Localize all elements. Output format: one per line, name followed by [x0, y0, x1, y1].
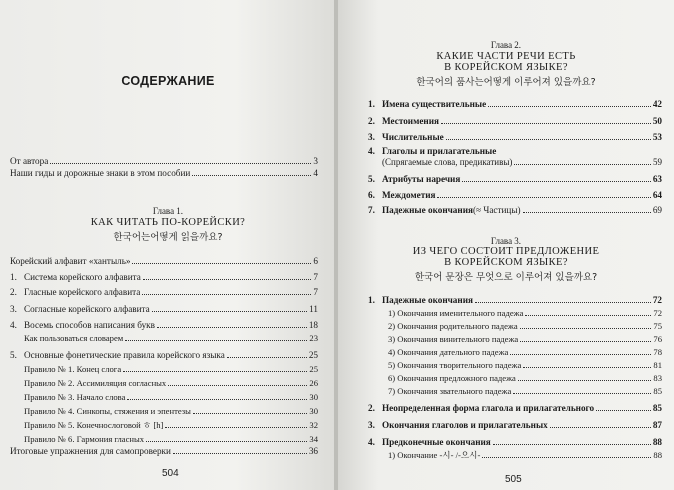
toc-subentry	[388, 334, 662, 345]
entry-page: 69	[652, 205, 662, 215]
leader-dots	[482, 457, 651, 458]
toc-entry	[368, 132, 662, 143]
entry-page: 72	[652, 295, 662, 305]
entry-number: 1.	[368, 99, 375, 109]
entry-title: Числительные	[382, 132, 444, 142]
entry-title: Правило № 6. Гармония гласных	[24, 434, 145, 444]
entry-page: 78	[653, 347, 662, 357]
entry-page: 4	[313, 168, 318, 178]
toc-entry	[10, 304, 318, 315]
entry-number: 2.	[10, 287, 17, 297]
leader-dots	[462, 181, 650, 182]
leader-dots	[513, 393, 651, 394]
entry-number: 3.	[368, 420, 375, 430]
leader-dots	[441, 123, 651, 124]
entry-subtitle: (Спрягаемые слова, предикативы)	[382, 157, 513, 167]
entry-title: Правило № 1. Конец слога	[24, 364, 122, 374]
entry-title: Итоговые упражнения для самопроверки	[10, 446, 171, 456]
entry-page: 75	[653, 321, 662, 331]
entry-title: Глаголы и прилагательные	[382, 146, 497, 156]
entry-title: Правило № 2. Ассимиляция согласных	[24, 378, 167, 388]
entry-title: Падежные окончания	[382, 205, 473, 215]
entry-page: 85	[652, 403, 662, 413]
toc-subentry	[388, 360, 662, 371]
toc-subentry	[388, 450, 662, 461]
entry-title: 6) Окончания предложного падежа	[388, 373, 516, 383]
toc-subentry	[388, 308, 662, 319]
toc-entry	[368, 174, 662, 185]
entry-page: 25	[308, 350, 318, 360]
entry-title: Корейский алфавит «хантыль»	[10, 256, 131, 266]
entry-title: Система корейского алфавита	[24, 272, 141, 282]
leader-dots	[523, 212, 651, 213]
leader-dots	[125, 340, 307, 341]
leader-dots	[168, 385, 307, 386]
toc-subentry	[24, 392, 318, 403]
leader-dots	[157, 327, 307, 328]
entry-title: 4) Окончания дательного падежа	[388, 347, 509, 357]
entry-page: 83	[653, 373, 662, 383]
entry-page: 81	[653, 360, 662, 370]
toc-entry	[10, 287, 318, 298]
leader-dots	[475, 302, 651, 303]
toc-entry	[10, 320, 318, 331]
chapter-label: Глава 3.	[490, 236, 522, 246]
leader-dots	[142, 294, 311, 295]
toc-subentry	[388, 321, 662, 332]
left-page	[0, 0, 336, 490]
leader-dots	[520, 328, 652, 329]
leader-dots	[493, 444, 651, 445]
entry-page: 42	[652, 99, 662, 109]
leader-dots	[227, 357, 307, 358]
entry-page: 3	[313, 156, 318, 166]
entry-page: 32	[309, 420, 318, 430]
toc-heading: СОДЕРЖАНИЕ	[121, 74, 215, 88]
entry-title-suffix: (≈ Частицы)	[472, 205, 521, 215]
entry-title: От автора	[10, 156, 49, 166]
leader-dots	[143, 279, 312, 280]
entry-page: 25	[309, 364, 318, 374]
leader-dots	[127, 399, 307, 400]
leader-dots	[132, 263, 311, 264]
toc-entry	[368, 146, 662, 157]
leader-dots	[193, 413, 307, 414]
toc-subentry	[388, 386, 662, 397]
entry-title: Имена существительные	[382, 99, 487, 109]
entry-page: 87	[652, 420, 662, 430]
toc-entry	[10, 256, 318, 267]
leader-dots	[518, 380, 652, 381]
chapter-title-line2: В КОРЕЙСКОМ ЯЗЫКЕ?	[444, 62, 568, 73]
entry-page: 64	[652, 190, 662, 200]
entry-page: 7	[313, 272, 318, 282]
entry-page: 11	[309, 304, 318, 314]
chapter-korean-title: 한국어는어떻게 읽을까요?	[113, 232, 223, 243]
toc-entry	[368, 116, 662, 127]
entry-title: Наши гиды и дорожные знаки в этом пособии	[10, 168, 191, 178]
page-number: 504	[162, 468, 179, 479]
entry-number: 4.	[10, 320, 17, 330]
entry-number: 4.	[368, 437, 375, 447]
toc-entry	[368, 190, 662, 201]
toc-subentry	[24, 406, 318, 417]
leader-dots	[523, 367, 651, 368]
entry-page: 30	[309, 406, 318, 416]
leader-dots	[446, 139, 651, 140]
toc-subentry	[24, 420, 318, 431]
chapter-label: Глава 2.	[490, 40, 522, 50]
entry-page: 59	[653, 157, 662, 167]
entry-page: 50	[652, 116, 662, 126]
leader-dots	[165, 427, 307, 428]
entry-number: 2.	[368, 116, 375, 126]
entry-title: Гласные корейского алфавита	[24, 287, 141, 297]
entry-title: 1) Окончания именительного падежа	[388, 308, 524, 318]
chapter-label: Глава 1.	[152, 206, 184, 216]
leader-dots	[550, 427, 651, 428]
page-number: 505	[505, 474, 522, 485]
entry-page: 76	[653, 334, 662, 344]
entry-title: Атрибуты наречия	[382, 174, 461, 184]
toc-entry-continuation	[382, 157, 662, 168]
entry-page: 34	[309, 434, 318, 444]
entry-number: 5.	[368, 174, 375, 184]
toc-subentry	[24, 378, 318, 389]
leader-dots	[146, 441, 307, 442]
entry-number: 6.	[368, 190, 375, 200]
entry-title: Местоимения	[382, 116, 439, 126]
toc-entry	[10, 168, 318, 179]
leader-dots	[525, 315, 651, 316]
toc-entry	[10, 272, 318, 283]
entry-title: Согласные корейского алфавита	[24, 304, 150, 314]
toc-subentry	[24, 333, 318, 344]
toc-subentry	[24, 364, 318, 375]
entry-title: Окончания глаголов и прилагательных	[382, 420, 548, 430]
entry-number: 1.	[10, 272, 17, 282]
entry-page: 88	[652, 437, 662, 447]
leader-dots	[488, 106, 651, 107]
entry-title: 1) Окончание -시- /-으시-	[388, 450, 481, 460]
toc-entry	[368, 403, 662, 414]
entry-title: Междометия	[382, 190, 436, 200]
entry-page: 7	[313, 287, 318, 297]
toc-subentry	[388, 347, 662, 358]
toc-entry	[368, 295, 662, 306]
entry-title: Падежные окончания	[382, 295, 473, 305]
chapter-title-line1: КАКИЕ ЧАСТИ РЕЧИ ЕСТЬ	[436, 51, 576, 62]
leader-dots	[510, 354, 651, 355]
entry-page: 85	[653, 386, 662, 396]
entry-number: 5.	[10, 350, 17, 360]
entry-page: 6	[313, 256, 318, 266]
entry-page: 18	[308, 320, 318, 330]
leader-dots	[173, 453, 307, 454]
toc-entry	[10, 156, 318, 167]
right-page	[338, 0, 674, 490]
leader-dots	[50, 163, 311, 164]
entry-title: Предконечные окончания	[382, 437, 491, 447]
leader-dots	[596, 410, 651, 411]
entry-title: Неопределенная форма глагола и прилагательного	[382, 403, 595, 413]
entry-page: 30	[309, 392, 318, 402]
entry-number: 3.	[368, 132, 375, 142]
entry-number: 1.	[368, 295, 375, 305]
leader-dots	[192, 175, 311, 176]
entry-number: 3.	[10, 304, 17, 314]
entry-title: 2) Окончания родительного падежа	[388, 321, 518, 331]
toc-entry	[368, 99, 662, 110]
toc-entry	[10, 350, 318, 361]
entry-page: 36	[308, 446, 318, 456]
entry-number: 2.	[368, 403, 375, 413]
chapter-korean-title: 한국어의 품사는어떻게 이루어져 있을까요?	[416, 77, 596, 88]
chapter-title-line2: В КОРЕЙСКОМ ЯЗЫКЕ?	[444, 257, 568, 268]
entry-title: Правило № 3. Начало слова	[24, 392, 126, 402]
entry-number: 7.	[368, 205, 375, 215]
entry-number: 4.	[368, 146, 375, 156]
toc-entry	[368, 420, 662, 431]
entry-page: 72	[653, 308, 662, 318]
leader-dots	[152, 311, 307, 312]
entry-title: Восемь способов написания букв	[24, 320, 155, 330]
toc-subentry	[388, 373, 662, 384]
leader-dots	[437, 197, 650, 198]
entry-title: 3) Окончания винительного падежа	[388, 334, 519, 344]
chapter-korean-title: 한국어 문장은 무엇으로 이루어져 있을까요?	[414, 272, 598, 283]
toc-entry	[10, 446, 318, 457]
chapter-title: КАК ЧИТАТЬ ПО-КОРЕЙСКИ?	[90, 217, 246, 228]
entry-title: Как пользоваться словарем	[24, 333, 124, 343]
leader-dots	[514, 164, 651, 165]
entry-page: 63	[652, 174, 662, 184]
entry-title: 5) Окончания творительного падежа	[388, 360, 522, 370]
entry-page: 53	[652, 132, 662, 142]
entry-title: Правило № 4. Синкопы, стяжения и эпентезы	[24, 406, 191, 416]
entry-page: 88	[653, 450, 662, 460]
entry-title: Основные фонетические правила корейского языка	[24, 350, 225, 360]
entry-page: 26	[309, 378, 318, 388]
toc-entry	[368, 205, 662, 216]
leader-dots	[123, 371, 307, 372]
leader-dots	[520, 341, 651, 342]
entry-page: 23	[309, 333, 318, 343]
toc-entry	[368, 437, 662, 448]
entry-title: 7) Окончания звательного падежа	[388, 386, 512, 396]
entry-title: Правило № 5. Конечнослоговой ㅎ [h]	[24, 420, 164, 430]
chapter-title-line1: ИЗ ЧЕГО СОСТОИТ ПРЕДЛОЖЕНИЕ	[412, 246, 600, 257]
toc-subentry	[24, 434, 318, 445]
